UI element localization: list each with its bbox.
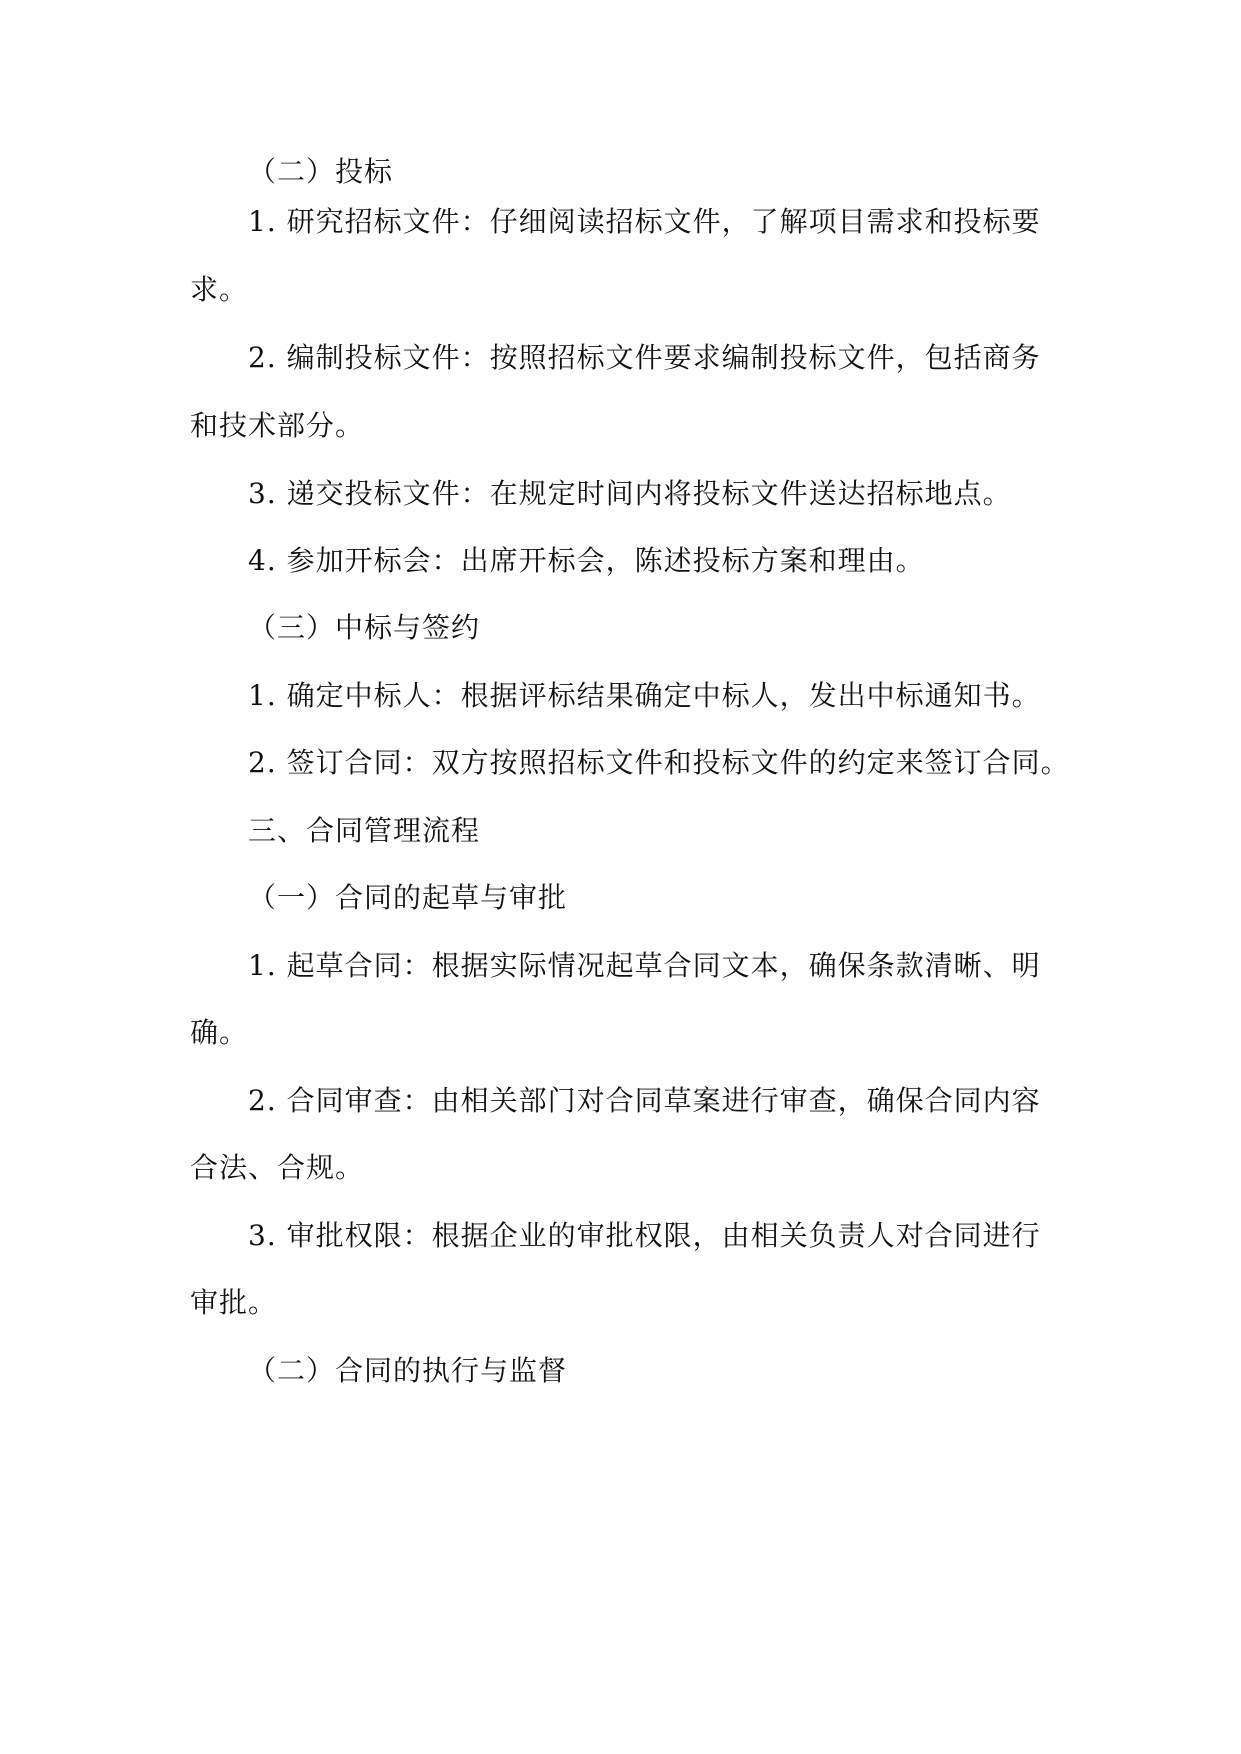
section-heading-contract-management: 三、合同管理流程 xyxy=(248,814,481,847)
paragraph-line: 1. 起草合同：根据实际情况起草合同文本，确保条款清晰、明 xyxy=(248,949,1041,982)
paragraph-line: 1. 确定中标人：根据评标结果确定中标人，发出中标通知书。 xyxy=(248,679,1041,712)
paragraph-line: 3. 递交投标文件：在规定时间内将投标文件送达招标地点。 xyxy=(248,477,1012,510)
subsection-heading-drafting: （一）合同的起草与审批 xyxy=(248,881,568,914)
paragraph-line: 4. 参加开标会：出席开标会，陈述投标方案和理由。 xyxy=(248,544,925,577)
paragraph-line: 2. 合同审查：由相关部门对合同草案进行审查，确保合同内容 xyxy=(248,1084,1041,1117)
paragraph-line: 2. 签订合同：双方按照招标文件和投标文件的约定来签订合同。 xyxy=(248,746,1070,779)
subsection-heading-bidding: （二）投标 xyxy=(248,155,394,188)
paragraph-line: 审批。 xyxy=(190,1286,278,1319)
paragraph-line: 3. 审批权限：根据企业的审批权限，由相关负责人对合同进行 xyxy=(248,1219,1041,1252)
paragraph-line: 确。 xyxy=(190,1016,249,1049)
subsection-heading-execution: （二）合同的执行与监督 xyxy=(248,1354,568,1387)
paragraph-line: 和技术部分。 xyxy=(190,409,365,442)
paragraph-line: 合法、合规。 xyxy=(190,1151,365,1184)
paragraph-line: 1. 研究招标文件：仔细阅读招标文件，了解项目需求和投标要 xyxy=(248,205,1041,238)
subsection-heading-award: （三）中标与签约 xyxy=(248,611,481,644)
paragraph-line: 求。 xyxy=(190,273,249,306)
paragraph-line: 2. 编制投标文件：按照招标文件要求编制投标文件，包括商务 xyxy=(248,341,1041,374)
